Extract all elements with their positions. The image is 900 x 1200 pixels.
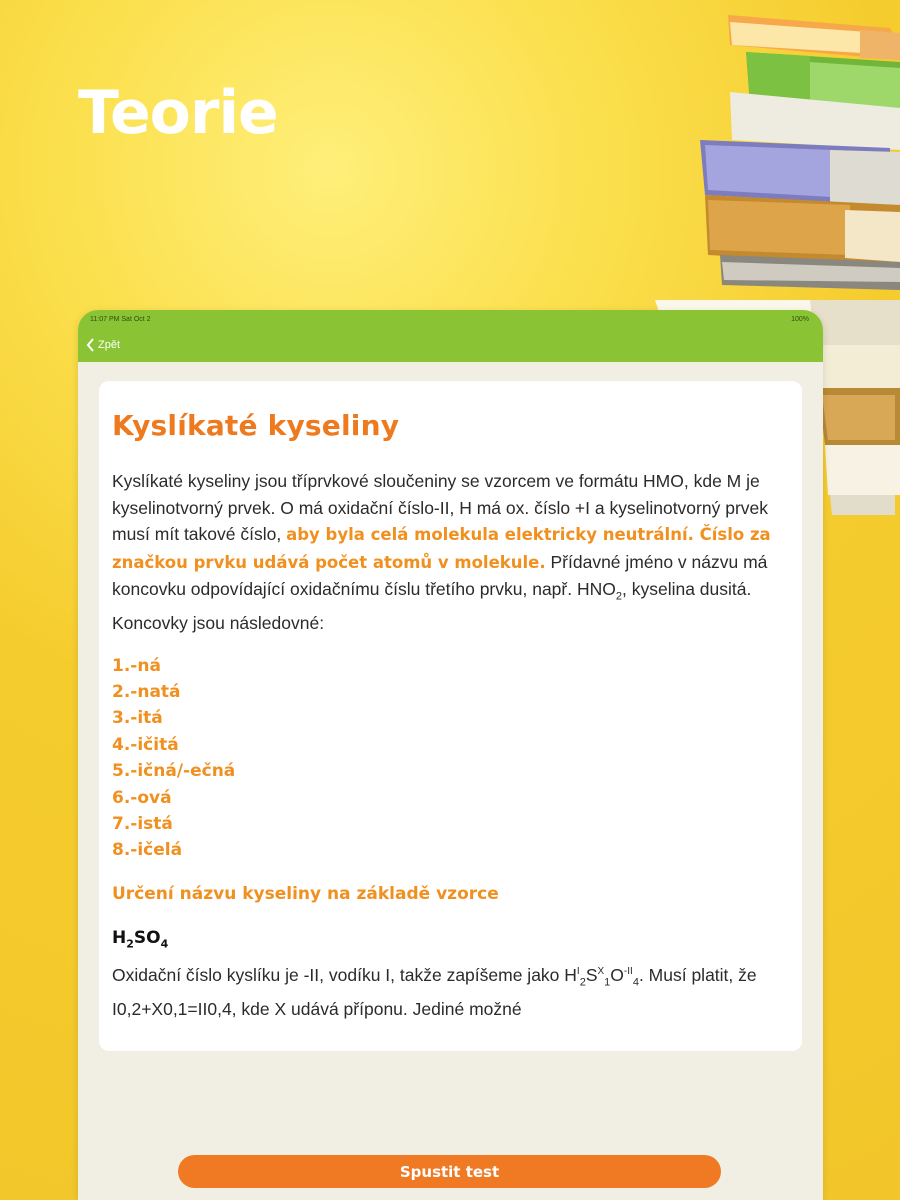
- section-heading: Určení názvu kyseliny na základě vzorce: [112, 883, 499, 904]
- list-item: 6.-ová: [112, 787, 172, 808]
- list-item: 1.-ná: [112, 655, 161, 676]
- list-item: 8.-ičelá: [112, 840, 183, 861]
- status-time: 11:07 PM Sat Oct 2: [90, 316, 151, 323]
- tablet-screen: [78, 310, 823, 1200]
- status-bar: [78, 310, 823, 332]
- suffix-list: [112, 653, 789, 864]
- back-label: Zpět: [98, 339, 121, 351]
- page-title: Teorie: [78, 78, 278, 148]
- list-item: 4.-ičitá: [112, 734, 179, 755]
- list-item: 3.-itá: [112, 708, 163, 729]
- list-item: 2.-natá: [112, 681, 181, 702]
- formula-explanation: Oxidační číslo kyslíku je -II, vodíku I, takže zapíšeme jako $H^I_2S^X_1O^{-II}_4$. Musí platit, že I0,2+X0,1=II0,4, kde X udává příponu. Jediné možné: [112, 964, 757, 1020]
- list-item: 5.-ičná/-ečná: [112, 761, 236, 782]
- back-button[interactable]: [86, 338, 120, 352]
- navigation-bar: [78, 332, 823, 362]
- battery-indicator: 100%: [791, 316, 809, 323]
- intro-highlight: aby byla celá molekula elektricky neutrální. Číslo za značkou prvku udává počet atomů v molekule.: [112, 525, 771, 572]
- article-intro: Kyslíkaté kyseliny jsou tříprvkové sloučeniny se vzorcem ve formátu HMO, kde M je kyselinotvorný prvek. O má oxidační číslo-II, H má ox. číslo +I a kyselinotvorný prvek musí mít takové číslo, aby byla celá molekula elektricky neutrální. Číslo za značkou prvku udává počet atomů v molekule. Přídavné jméno v názvu má koncovku odpovídající oxidačnímu číslu třetího prvku, např. $HNO_2$, kyselina dusitá. Koncovky jsou následovné:: [112, 471, 771, 633]
- chevron-left-icon: [86, 338, 95, 352]
- article-title: Kyslíkaté kyseliny: [112, 409, 400, 442]
- article-card: [99, 381, 802, 1051]
- start-test-button[interactable]: Spustit test: [178, 1155, 721, 1188]
- formula: $H_2SO_4$: [112, 927, 169, 951]
- list-item: 7.-istá: [112, 813, 173, 834]
